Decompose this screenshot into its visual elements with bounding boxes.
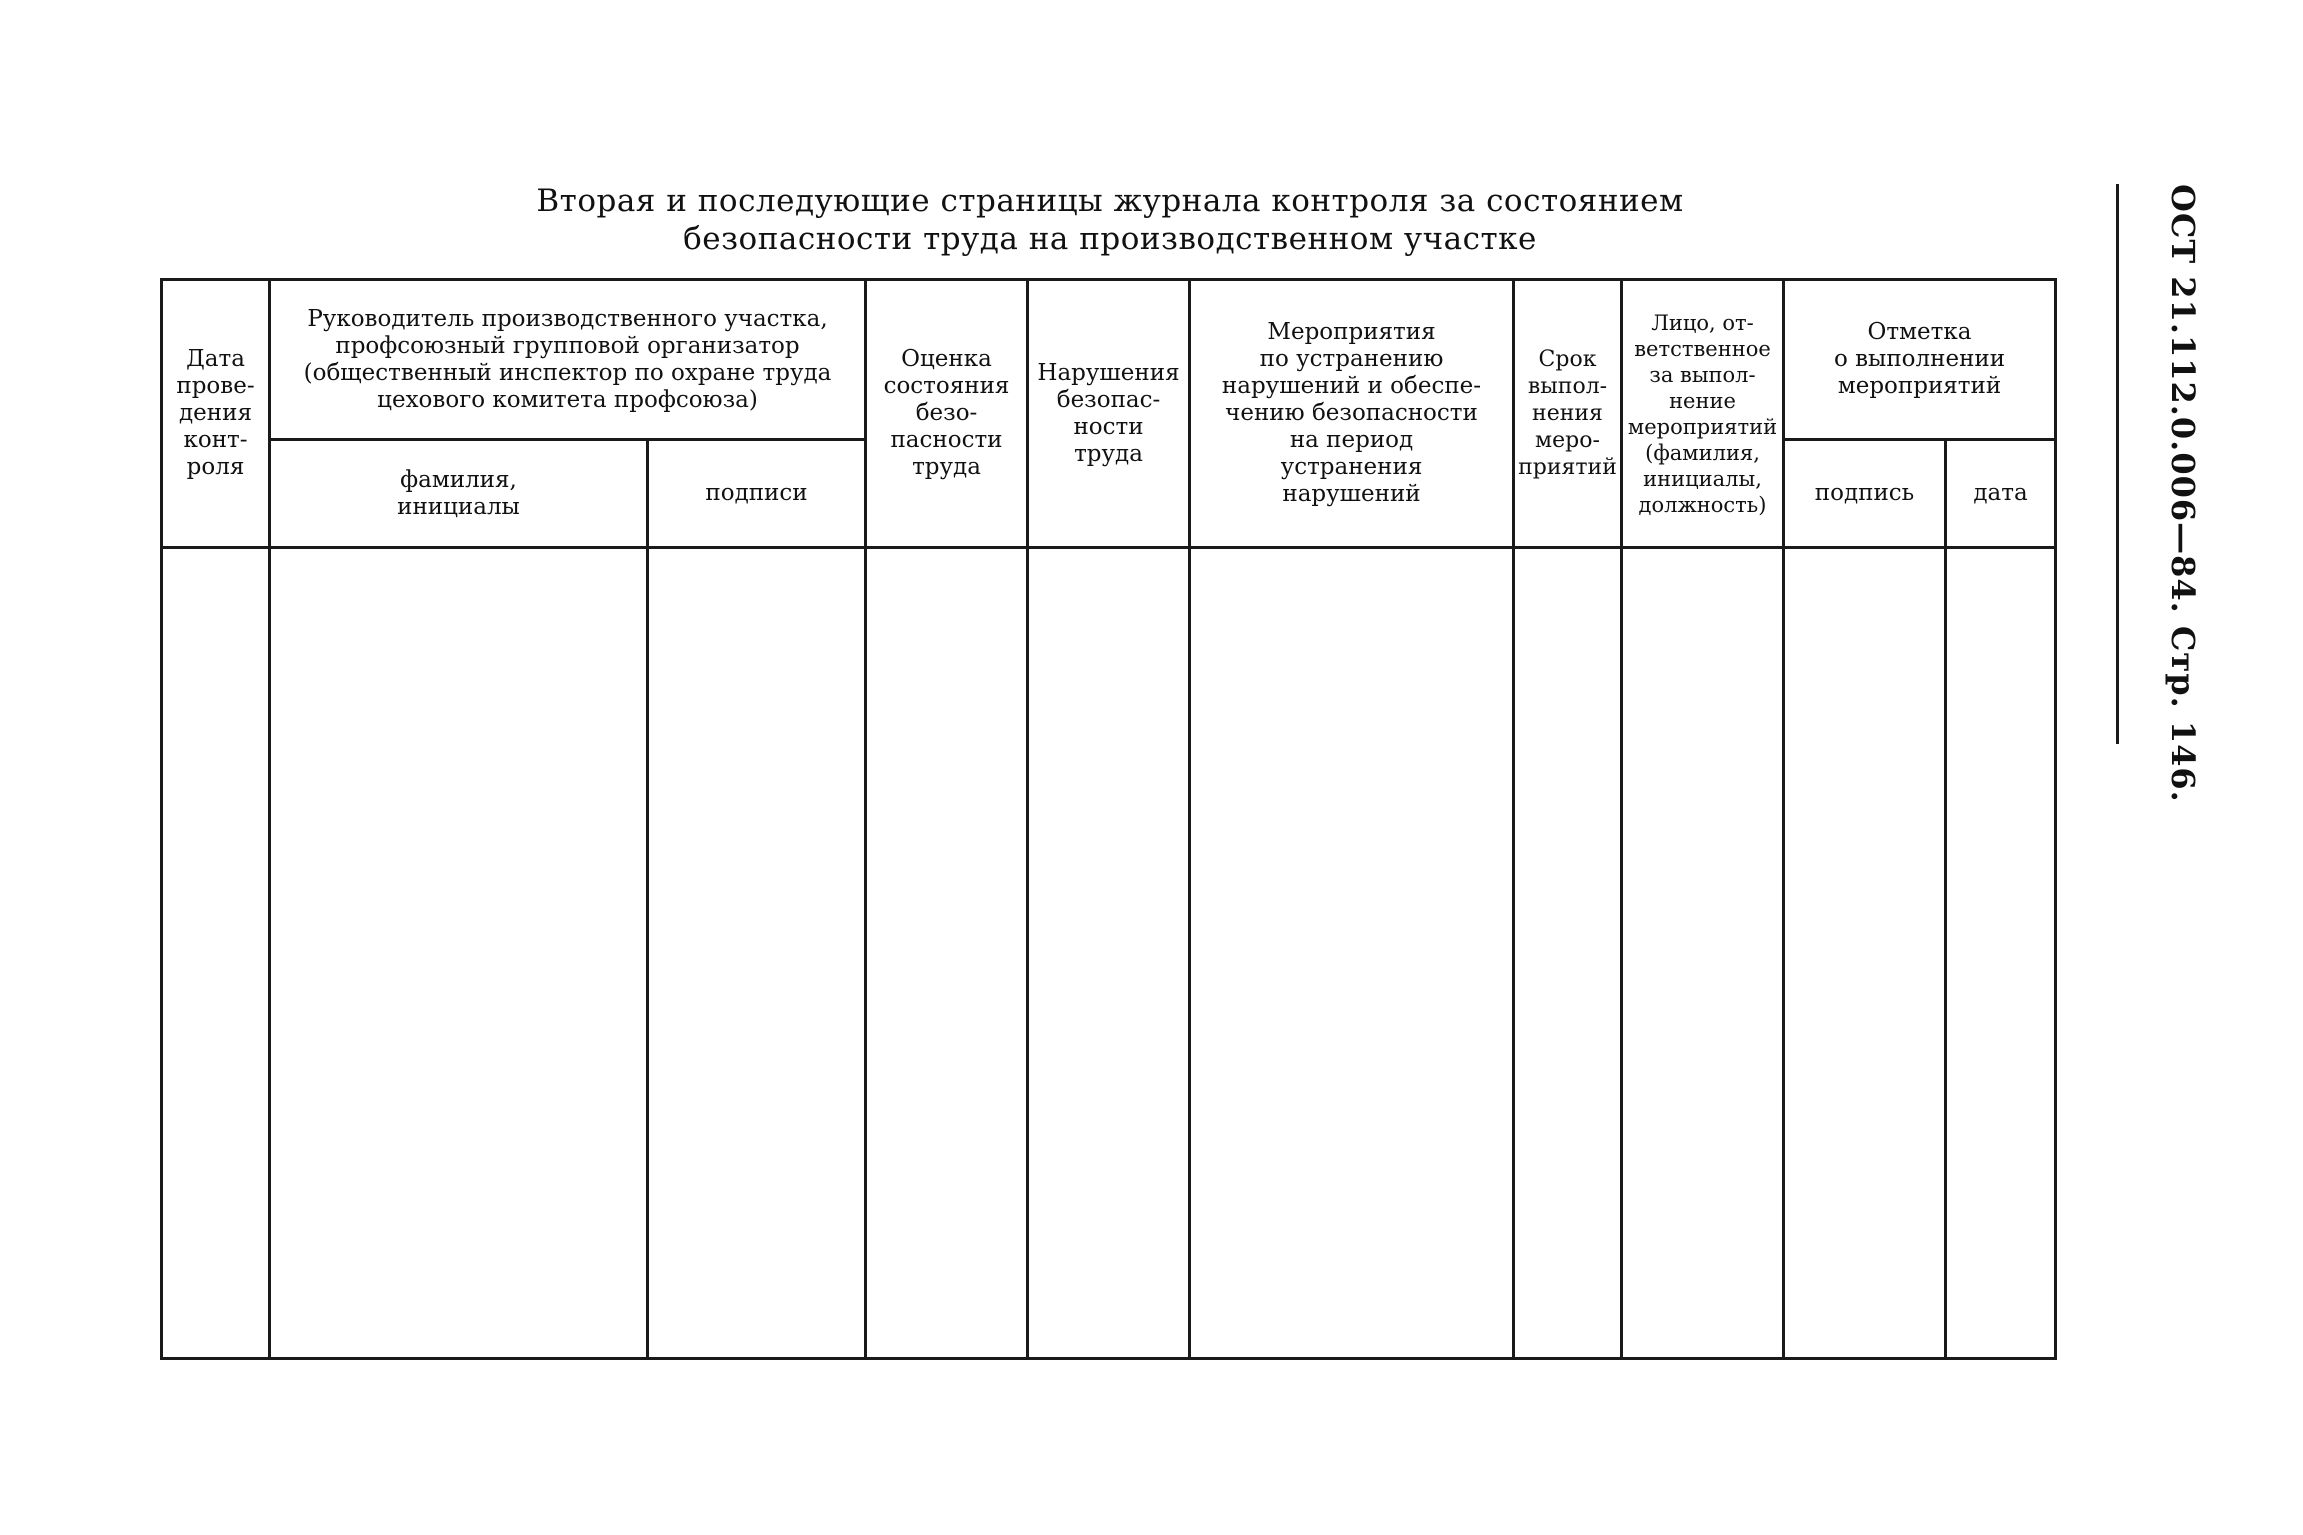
cell-completion-date[interactable] — [1946, 548, 2056, 1359]
header-completion-signature: подпись — [1784, 440, 1946, 548]
standard-page-reference-text: ОСТ 21.112.0.006—84. Стр. 146. — [2164, 184, 2202, 803]
header-completion-date: дата — [1946, 440, 2056, 548]
header-completion-group: Отметка о выполнении мероприятий — [1784, 280, 2056, 440]
table-row — [162, 548, 2056, 1359]
header-date: Дата прове- дения конт- роля — [162, 280, 270, 548]
header-manager-name: фамилия, инициалы — [270, 440, 648, 548]
cell-manager-signature[interactable] — [648, 548, 866, 1359]
cell-date[interactable] — [162, 548, 270, 1359]
cell-responsible[interactable] — [1622, 548, 1784, 1359]
cell-measures[interactable] — [1190, 548, 1514, 1359]
header-violations: Нарушения безопас- ности труда — [1028, 280, 1190, 548]
cell-safety-assessment[interactable] — [866, 548, 1028, 1359]
cell-manager-name[interactable] — [270, 548, 648, 1359]
table-header — [162, 280, 2056, 548]
side-divider-line — [2116, 184, 2119, 744]
title-line-1: Вторая и последующие страницы журнала контроля за состоянием — [536, 183, 1684, 219]
header-deadline: Срок выпол- нения меро- приятий — [1514, 280, 1622, 548]
header-manager-signature: подписи — [648, 440, 866, 548]
cell-violations[interactable] — [1028, 548, 1190, 1359]
cell-deadline[interactable] — [1514, 548, 1622, 1359]
header-responsible: Лицо, от- ветственное за выпол- нение мероприятий (фамилия, инициалы, должность) — [1622, 280, 1784, 548]
header-row-1 — [162, 280, 2056, 440]
table-body — [162, 548, 2056, 1359]
header-manager-group: Руководитель производственного участка, профсоюзный групповой организатор (общественный инспектор по охране труда цехового комитета профсоюза) — [270, 280, 866, 440]
page-title — [330, 182, 1890, 258]
safety-control-journal-table — [160, 278, 2057, 1360]
header-measures: Мероприятия по устранению нарушений и обеспе- чению безопасности на период устранения нарушений — [1190, 280, 1514, 548]
title-line-2: безопасности труда на производственном участке — [683, 221, 1537, 257]
cell-completion-signature[interactable] — [1784, 548, 1946, 1359]
header-safety-assessment: Оценка состояния безо- пасности труда — [866, 280, 1028, 548]
